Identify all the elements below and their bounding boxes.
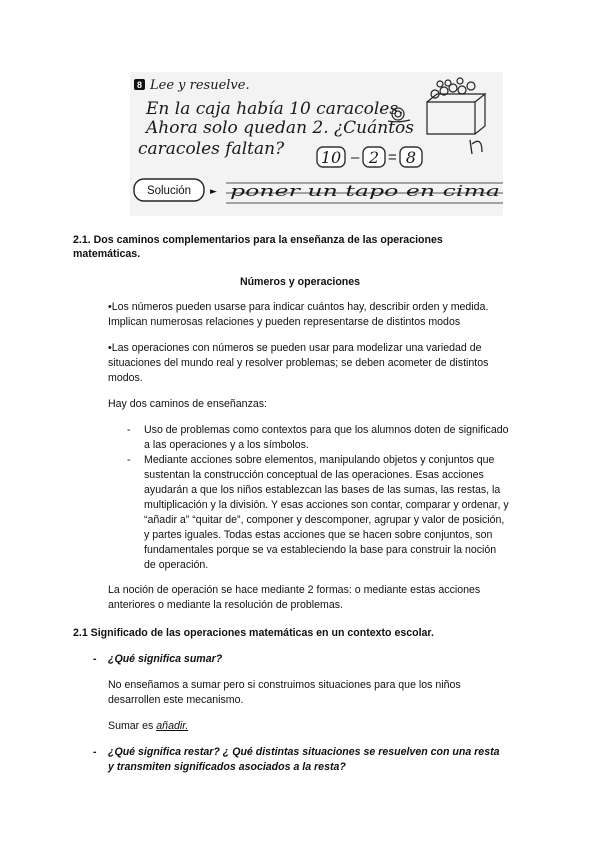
question-dash: - <box>93 653 97 665</box>
problem-line-2: Ahora solo quedan 2. ¿Cuántos <box>146 118 414 138</box>
paragraph-1-line-1: No enseñamos a sumar pero si construimos situaciones para que los niños <box>108 679 461 691</box>
bullet-1-line-2: Implican numerosas relaciones y pueden representarse de distintos modos <box>108 316 461 328</box>
problem-line-1: En la caja había 10 caracoles. <box>146 99 404 119</box>
exercise-number: 8 <box>136 80 143 90</box>
item-2-line: sustentan la construcción conceptual de las operaciones. Esas acciones <box>144 469 484 481</box>
question-2-line-2: y transmiten significados asociados a la resta? <box>108 761 346 773</box>
section-heading-line-1: 2.1. Dos caminos complementarios para la enseñanza de las operaciones <box>73 234 443 246</box>
item-2-line: ayudarán a que los niños establezcan las bases de las sumas, las restas, la <box>144 484 501 496</box>
item-1-line-2: a las operaciones y a los símbolos. <box>144 439 309 451</box>
operand-b: 2 <box>368 148 380 167</box>
bullet-2-line-1: •Las operaciones con números se pueden usar para modelizar una variedad de <box>108 342 482 354</box>
item-2-line: multiplicación y la división. Y esas acciones son contar, comparar y ordenar, y <box>144 499 509 511</box>
solution-label: Solución <box>146 185 192 197</box>
question-dash: - <box>93 746 97 758</box>
sumar-keyword: añadir. <box>156 720 189 732</box>
closing-line-1: La noción de operación se hace mediante 2 formas: o mediante estas acciones <box>108 584 481 596</box>
section-2-heading: 2.1 Significado de las operaciones matemáticas en un contexto escolar. <box>73 627 434 639</box>
section-heading-line-2: matemáticas. <box>73 248 141 260</box>
paragraph-1-line-2: desarrollen este mecanismo. <box>108 694 244 706</box>
item-2-line: “añadir a” “quitar de”, componer y descomponer, agrupar y valor de posición, <box>144 514 505 526</box>
sumar-definition: Sumar es añadir. <box>108 720 189 732</box>
problem-line-3: caracoles faltan? <box>138 139 285 159</box>
result-value: 8 <box>405 148 417 167</box>
operand-a: 10 <box>320 148 342 167</box>
bullet-1-line-1: •Los números pueden usarse para indicar cuántos hay, describir orden y medida. <box>108 301 489 313</box>
list-dash: - <box>127 454 131 466</box>
bullet-2-line-3: modos. <box>108 372 143 384</box>
equals-sign: = <box>388 149 397 166</box>
item-2-line: de operación. <box>144 559 209 571</box>
intro-paragraph: Hay dos caminos de enseñanzas: <box>108 398 267 410</box>
list-dash: - <box>127 424 131 436</box>
item-2-line: y partes iguales. Todas estas acciones que se hacen sobre conjuntos, son <box>144 529 493 541</box>
item-2-line: Mediante acciones sobre elementos, manipulando objetos y conjuntos que <box>144 454 495 466</box>
snail-box-icon <box>427 78 485 134</box>
question-1: ¿Qué significa sumar? <box>108 653 223 665</box>
solution-answer: poner un tapo en cima <box>230 184 500 200</box>
item-2-line: fundamentales porque se va estableciendo la base para construir la noción <box>144 544 497 556</box>
item-1-line-1: Uso de problemas como contextos para que los alumnos doten de significado <box>144 424 509 436</box>
exercise-instruction: Lee y resuelve. <box>150 78 250 93</box>
worksheet-figure <box>130 72 503 216</box>
handwritten-mark <box>470 140 482 154</box>
bullet-2-line-2: situaciones del mundo real y resolver problemas; se deben acometer de distintos <box>108 357 489 369</box>
closing-line-2: anteriores o mediante la resolución de problemas. <box>108 599 343 611</box>
minus-sign: – <box>351 149 360 166</box>
solution-arrow: ► <box>210 187 217 197</box>
subheading: Números y operaciones <box>239 276 361 288</box>
question-2-line-1: ¿Qué significa restar? ¿ Qué distintas situaciones se resuelven con una resta <box>108 746 500 758</box>
